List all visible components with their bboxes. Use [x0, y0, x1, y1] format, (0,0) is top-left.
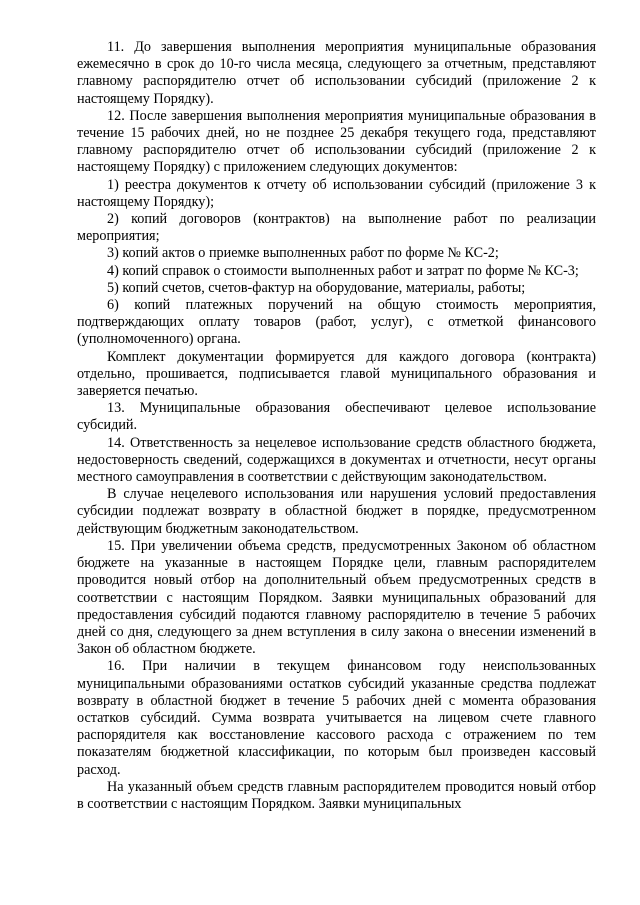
list-item-4: 4) копий справок о стоимости выполненных работ и затрат по форме № КС-3; [107, 262, 579, 279]
paragraph-11: 11. До завершения выполнения мероприятия муниципальные образования ежемесячно в срок до 10-го числа месяца, следующего за отчетным, представляют главному распорядителю отчет об использовании субсидий (приложение 2 к настоящему Порядку). [77, 39, 596, 107]
list-item-6: 6) копий платежных поручений на общую стоимость мероприятия, подтверждающих оплату товаров (работ, услуг), с отметкой финансового (уполномоченного) органа. [77, 297, 596, 348]
paragraph-new-selection: На указанный объем средств главным распорядителем проводится новый отбор в соответствии с настоящим Порядком. Заявки муниципальных [77, 778, 596, 812]
paragraph-14: 14. Ответственность за нецелевое использование средств областного бюджета, недостоверность сведений, содержащихся в документах и отчетности, несут органы местного самоуправления в соответствии с действующим законодательством. [77, 434, 596, 486]
paragraph-13: 13. Муниципальные образования обеспечивают целевое использование субсидий. [77, 400, 596, 434]
list-item-1: 1) реестра документов к отчету об использовании субсидий (приложение 3 к настоящему Порядку); [77, 176, 596, 210]
list-item-5: 5) копий счетов, счетов-фактур на оборудование, материалы, работы; [107, 279, 526, 296]
paragraph-documentation-set: Комплект документации формируется для каждого договора (контракта) отдельно, прошивается, подписывается главой муниципального образования и заверяется печатью. [77, 348, 596, 400]
document-body [77, 39, 596, 813]
paragraph-15: 15. При увеличении объема средств, предусмотренных Законом об областном бюджете на указанные в настоящем Порядке цели, главным распорядителем проводится новый отбор на дополнительный объем предусмотренных средств в соответствии с настоящим Порядком. Заявки муниципальных образований для предоставления субсидий подаются главному распорядителю в течение 5 рабочих дней со дня, следующего за днем вступления в силу закона о внесении изменений в Закон об областном бюджете. [77, 537, 596, 658]
paragraph-16: 16. При наличии в текущем финансовом году неиспользованных муниципальными образованиями остатков субсидий указанные средства подлежат возврату в областной бюджет в течение 5 рабочих дней с момента образования остатков субсидий. Сумма возврата учитывается на лицевом счете главного распорядителя как восстановление кассового расхода с отражением по тем показателям бюджетной классификации, по которым был произведен кассовый расход. [77, 658, 596, 778]
paragraph-misuse: В случае нецелевого использования или нарушения условий предоставления субсидии подлежат возврату в областной бюджет в порядке, предусмотренном действующим бюджетным законодательством. [77, 486, 596, 537]
list-item-2: 2) копий договоров (контрактов) на выполнение работ по реализации мероприятия; [77, 211, 596, 245]
list-item-3: 3) копий актов о приемке выполненных работ по форме № КС-2; [107, 245, 499, 262]
paragraph-12: 12. После завершения выполнения мероприятия муниципальные образования в течение 15 рабочих дней, но не позднее 25 декабря текущего года, представляют главному распорядителю отчет об использовании субсидий (приложение 2 к настоящему Порядку) с приложением следующих документов: [77, 107, 596, 176]
